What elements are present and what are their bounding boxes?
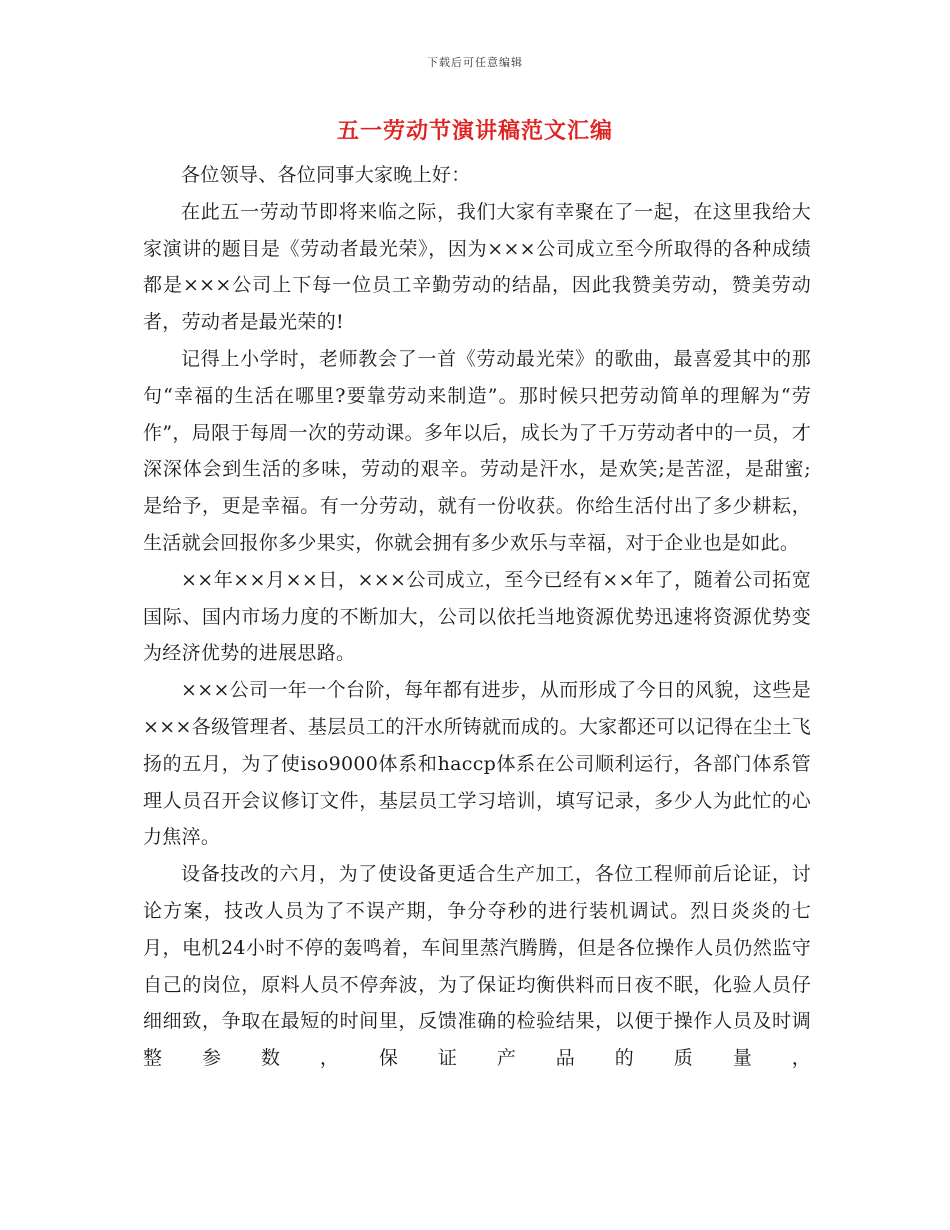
paragraph: ×××公司一年一个台阶，每年都有进步，从而形成了今日的风貌，这些是×××各级管理者、基层员工的汗水所铸就而成的。大家都还可以记得在尘土飞扬的五月，为了使iso9000体系和haccp体系在公司顺利运行，各部门体系管理人员召开会议修订文件，基层员工学习培训，填写记录，多少人为此忙的心力焦淬。 xyxy=(143,679,811,849)
paragraph: 在此五一劳动节即将来临之际，我们大家有幸聚在了一起，在这里我给大家演讲的题目是《劳动者最光荣》，因为×××公司成立至今所取得的各种成绩都是×××公司上下每一位员工辛勤劳动的结晶，因此我赞美劳动，赞美劳动者，劳动者是最光荣的! xyxy=(143,200,811,334)
header-note: 下载后可任意编辑 xyxy=(427,56,523,69)
paragraph-greeting: 各位领导、各位同事大家晚上好： xyxy=(181,164,471,186)
document-title: 五一劳动节演讲稿范文汇编 xyxy=(336,118,613,144)
paragraph: ××年××月××日，×××公司成立，至今已经有××年了，随着公司拓宽国际、国内市场力度的不断加大，公司以依托当地资源优势迅速将资源优势变为经济优势的进展思路。 xyxy=(143,568,811,665)
document-body xyxy=(143,157,811,1077)
paragraph: 记得上小学时，老师教会了一首《劳动最光荣》的歌曲，最喜爱其中的那句“幸福的生活在哪里?要靠劳动来制造”。那时候只把劳动简单的理解为“劳作”，局限于每周一次的劳动课。多年以后，成长为了千万劳动者中的一员，才深深体会到生活的多味，劳动的艰辛。劳动是汗水，是欢笑;是苦涩，是甜蜜;是给予，更是幸福。有一分劳动，就有一份收获。你给生活付出了多少耕耘，生活就会回报你多少果实，你就会拥有多少欢乐与幸福，对于企业也是如此。 xyxy=(143,347,811,554)
paragraph: 设备技改的六月，为了使设备更适合生产加工，各位工程师前后论证，讨论方案，技改人员为了不误产期，争分夺秒的进行装机调试。烈日炎炎的七月，电机24小时不停的轰鸣着，车间里蒸汽腾腾，但是各位操作人员仍然监守自己的岗位，原料人员不停奔波，为了保证均衡供料而日夜不眠，化验人员仔细细致，争取在最短的时间里，反馈准确的检验结果，以便于操作人员及时调整参数，保证产品的质量， xyxy=(143,863,811,1070)
